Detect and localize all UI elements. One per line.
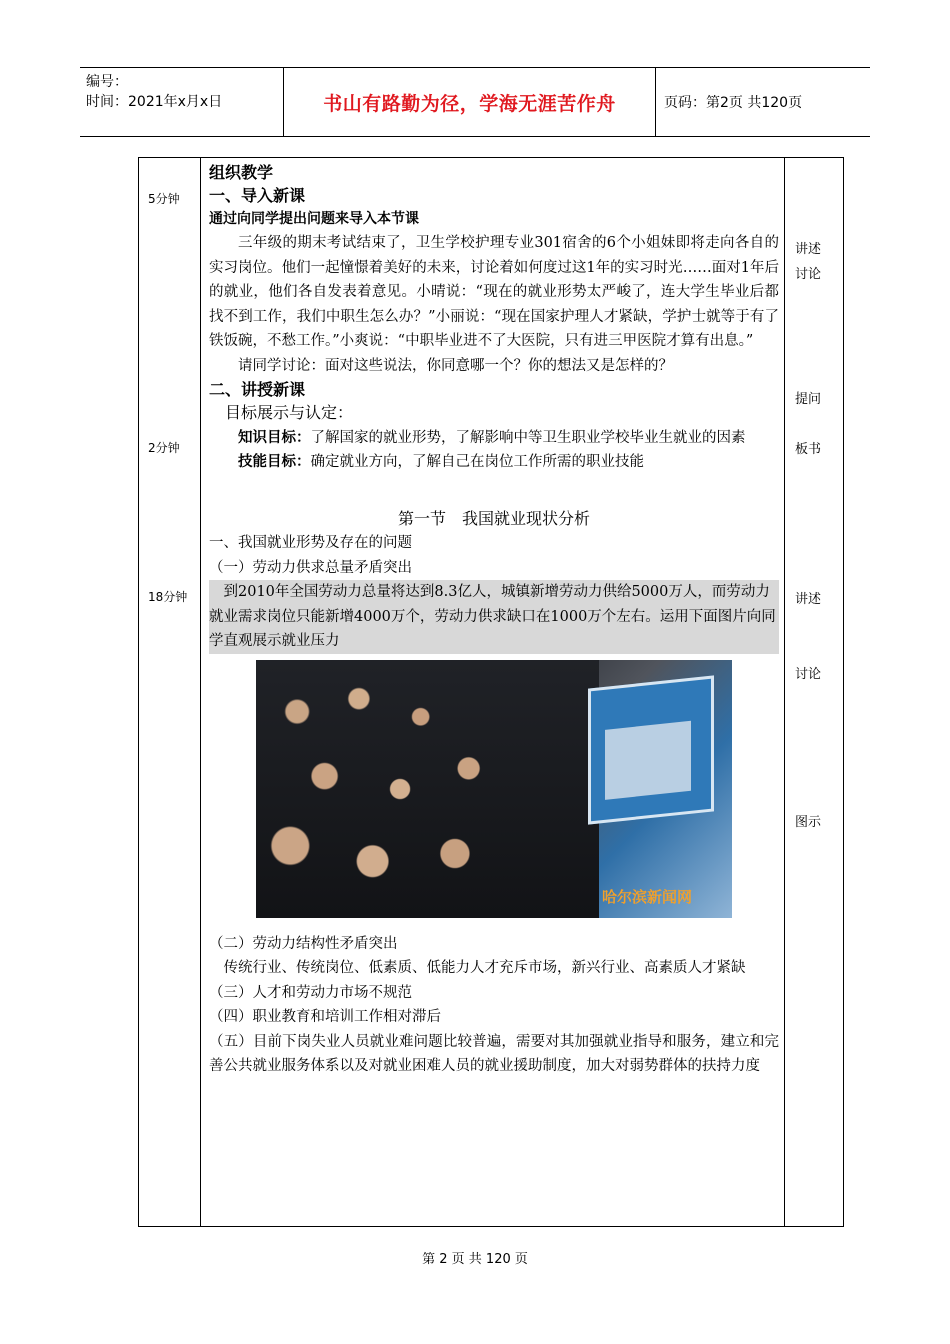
number-label: 编号： xyxy=(86,74,128,90)
knowledge-text: 了解国家的就业形势，了解影响中等卫生职业学校毕业生就业的因素 xyxy=(310,429,746,446)
time-cell: 18分钟 xyxy=(148,590,188,604)
column-divider-left xyxy=(200,158,201,1226)
point-5-text: （五）目前下岗失业人员就业难问题比较普遍，需要对其加强就业指导和服务，建立和完善公共就业服务体系以及对就业困难人员的就业援助制度，加大对弱势群体的扶持力度 xyxy=(209,1033,779,1074)
photo-watermark: 哈尔滨新闻网 xyxy=(601,888,692,906)
intro-subheading: 通过向同学提出问题来导入本节课 xyxy=(209,211,419,227)
time-cell: 5分钟 xyxy=(148,192,180,206)
page-footer: 第 2 页 共 120 页 xyxy=(422,1252,528,1267)
time-label: 时间：2021年x月x日 xyxy=(86,94,223,110)
subheading-1: 一、我国就业形势及存在的问题 xyxy=(209,535,412,551)
skill-goal xyxy=(209,450,779,475)
point-2-title: （二）劳动力结构性矛盾突出 xyxy=(209,935,398,952)
lesson-content xyxy=(209,161,779,1079)
point-3-title: （三）人才和劳动力市场不规范 xyxy=(209,984,412,1001)
method-note: 提问 xyxy=(795,392,822,407)
header-table xyxy=(80,67,870,137)
highlighted-text: 到2010年全国劳动力总量将达到8.3亿人，城镇新增劳动力供给5000万人，而劳动力就业需求岗位只能新增4000万个，劳动力供求缺口在1000万个左右。运用下面图片向同学直观展示就业压力 xyxy=(209,580,779,654)
discussion-prompt: 请同学讨论：面对这些说法，你同意哪一个？你的想法又是怎样的？ xyxy=(238,357,673,374)
recruitment-board-image xyxy=(588,675,714,824)
method-note: 讨论 xyxy=(795,667,822,682)
point-2-text: 传统行业、传统岗位、低素质、低能力人才充斥市场，新兴行业、高素质人才紧缺 xyxy=(223,960,746,976)
job-fair-photo xyxy=(256,660,732,918)
column-divider-right xyxy=(784,158,785,1226)
knowledge-label: 知识目标： xyxy=(238,429,311,446)
heading-intro: 一、导入新课 xyxy=(209,186,306,205)
method-note: 讨论 xyxy=(795,267,822,282)
point-4-title: （四）职业教育和培训工作相对滞后 xyxy=(209,1009,441,1025)
knowledge-goal xyxy=(209,426,779,451)
lesson-table xyxy=(138,157,844,1227)
skill-text: 确定就业方向，了解自己在岗位工作所需的职业技能 xyxy=(310,454,644,470)
section-title: 第一节 我国就业现状分析 xyxy=(397,508,590,528)
story-paragraph: 三年级的期末考试结束了，卫生学校护理专业301宿舍的6个小姐妹即将走向各自的实习岗位。他们一起憧憬着美好的未来，讨论着如何度过这1年的实习时光……面对1年后的就业，他们各自发表着意见。小晴说：“现在的就业形势太严峻了，连大学生毕业后都找不到工作，我们中职生怎么办？”小丽说：“现在国家护理人才紧缺，学护士就等于有了铁饭碗，不愁工作。”小爽说：“中职毕业进不了大医院，只有进三甲医院才算有出息。” xyxy=(209,235,779,349)
heading-organize: 组织教学 xyxy=(209,163,274,182)
crowd-image-region xyxy=(256,660,599,918)
time-cell: 2分钟 xyxy=(148,441,180,455)
goals-intro: 目标展示与认定： xyxy=(225,403,354,422)
method-note: 板书 xyxy=(795,442,822,457)
header-left-cell xyxy=(80,68,284,136)
method-note: 讲述 xyxy=(795,242,822,257)
motto: 书山有路勤为径，学海无涯苦作舟 xyxy=(284,68,656,136)
point-1-text xyxy=(209,580,779,654)
page-info: 页码：第2页 共120页 xyxy=(664,95,803,111)
method-note: 图示 xyxy=(795,815,822,830)
skill-label: 技能目标： xyxy=(238,454,311,470)
point-1-title: （一）劳动力供求总量矛盾突出 xyxy=(209,559,412,576)
method-note: 讲述 xyxy=(795,592,822,607)
heading-teach: 二、讲授新课 xyxy=(209,380,306,399)
